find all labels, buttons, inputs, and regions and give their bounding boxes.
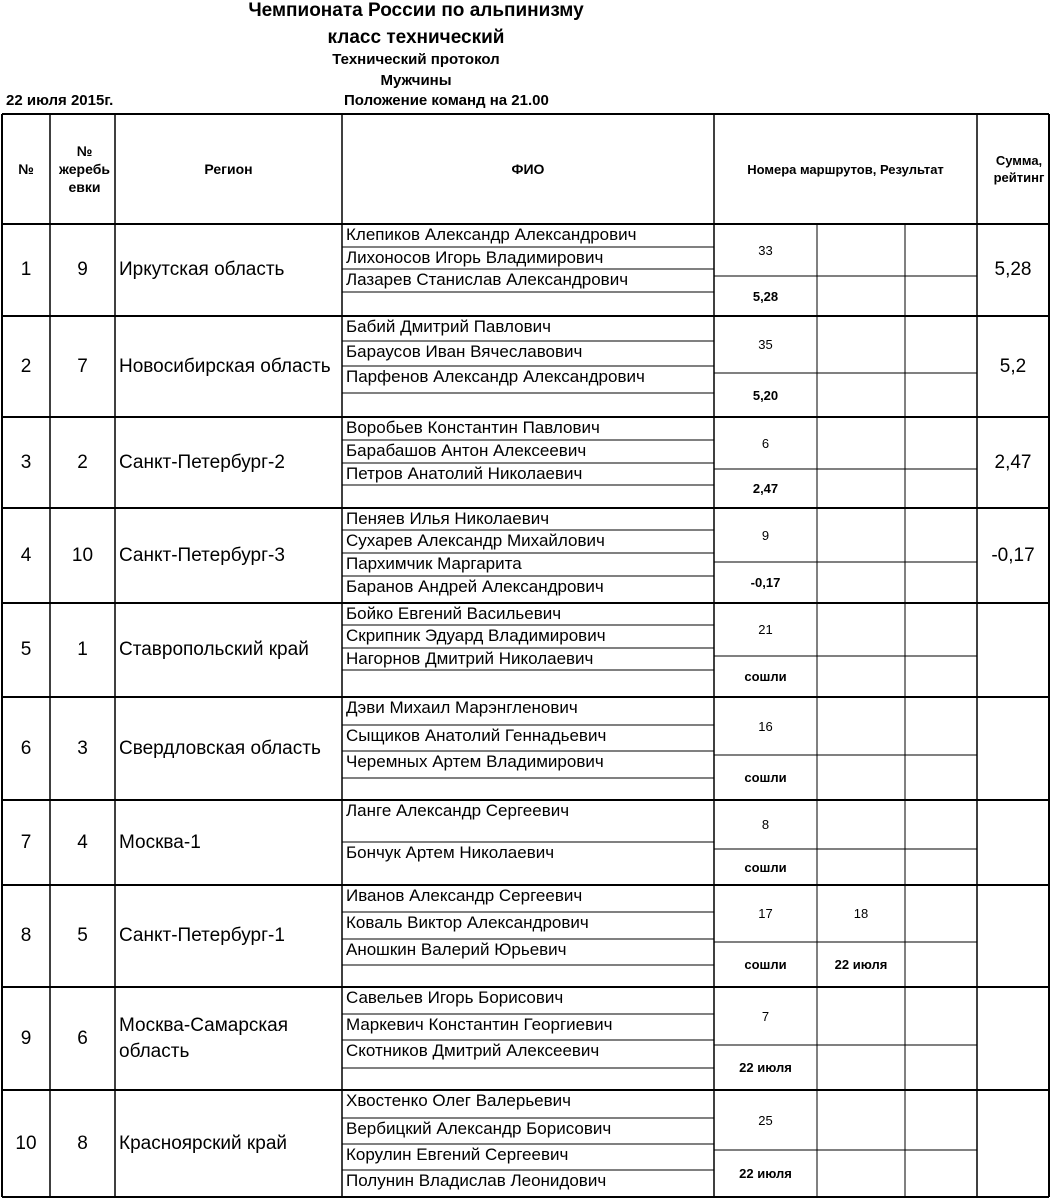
team-sum-rating: 5,2 [999, 355, 1027, 377]
column-header-region: Регион [204, 161, 253, 177]
route-result: 5,28 [752, 288, 779, 304]
route-number [817, 224, 905, 276]
team-sum-rating [977, 885, 1049, 987]
team-number: 4 [20, 544, 32, 566]
team-member: Скрипник Эдуард Владимирович [346, 626, 606, 645]
protocol-type: Технический протокол [332, 51, 500, 68]
team-draw-number: 9 [77, 259, 88, 280]
route-number: 21 [758, 622, 773, 637]
team-member: Аношкин Валерий Юрьевич [346, 940, 567, 959]
route-number [905, 885, 977, 942]
team-member: Лихоносов Игорь Владимирович [346, 248, 604, 267]
route-number [905, 987, 977, 1045]
team-number: 7 [20, 831, 32, 853]
team-number: 6 [20, 737, 32, 759]
route-result: сошли [744, 770, 787, 785]
route-result: 22 июля [739, 1060, 792, 1075]
route-number [905, 508, 977, 562]
route-result [905, 276, 977, 316]
route-result [817, 469, 905, 508]
team-member: Коваль Виктор Александрович [346, 913, 589, 932]
route-result [905, 562, 977, 603]
route-number [905, 224, 977, 276]
route-number [817, 417, 905, 469]
team-draw-number: 3 [77, 737, 88, 759]
route-result [817, 1150, 905, 1197]
team-member: Баранов Андрей Александрович [346, 577, 604, 596]
route-result: 2,47 [752, 481, 779, 496]
team-member: Иванов Александр Сергеевич [346, 886, 583, 905]
team-member: Савельев Игорь Борисович [346, 988, 564, 1007]
team-member: Вербицкий Александр Борисович [346, 1119, 612, 1138]
route-number [905, 1090, 977, 1150]
team-member: Дэви Михаил Марэнгленович [346, 698, 578, 717]
protocol-gender: Мужчины [380, 72, 452, 89]
team-draw-number: 5 [77, 925, 88, 946]
team-sum-rating: 5,28 [994, 259, 1032, 280]
team-member: Лазарев Станислав Александрович [346, 270, 629, 289]
route-number [817, 1090, 905, 1150]
route-result [905, 469, 977, 508]
column-header-routes: Номера маршрутов, Результат [747, 161, 944, 177]
route-number: 8 [761, 817, 770, 832]
team-draw-number: 7 [77, 355, 88, 377]
route-number: 35 [758, 337, 773, 352]
route-result [817, 373, 905, 417]
route-result: сошли [744, 859, 787, 875]
route-number [817, 508, 905, 562]
route-result: сошли [744, 669, 787, 684]
team-region: Свердловская область [119, 737, 321, 759]
team-number: 1 [20, 259, 32, 280]
team-member: Бойко Евгений Васильевич [346, 604, 562, 623]
team-member: Петров Анатолий Николаевич [346, 464, 583, 483]
team-member: Бараусов Иван Вячеславович [346, 342, 583, 361]
team-member: Сыщиков Анатолий Геннадьевич [346, 726, 607, 745]
route-number [905, 417, 977, 469]
protocol-class: класс технический [327, 27, 505, 48]
route-number: 7 [761, 1008, 770, 1024]
route-number [817, 800, 905, 849]
team-draw-number: 2 [77, 451, 88, 473]
route-number: 33 [758, 242, 773, 258]
team-draw-number: 1 [77, 639, 88, 660]
team-member: Хвостенко Олег Валерьевич [346, 1091, 572, 1110]
team-region: Иркутская область [119, 259, 285, 280]
team-member: Бончук Артем Николаевич [346, 843, 555, 862]
team-sum-rating [977, 987, 1049, 1090]
route-number: 25 [758, 1112, 773, 1128]
route-number [905, 603, 977, 656]
column-header-sum: Сумма, рейтинг [993, 153, 1045, 185]
route-result [817, 656, 905, 697]
team-member: Барабашов Антон Алексеевич [346, 441, 587, 460]
team-number: 5 [20, 639, 32, 660]
team-sum-rating [977, 800, 1049, 885]
team-member: Воробьев Константин Павлович [346, 418, 600, 437]
route-result: 22 июля [739, 1166, 792, 1181]
team-sum-rating [977, 1090, 1049, 1197]
team-member: Скотников Дмитрий Алексеевич [346, 1041, 600, 1060]
route-number [817, 316, 905, 373]
column-header-num: № [18, 161, 34, 177]
route-number [905, 697, 977, 755]
team-region: Москва-Самарская область [119, 1014, 288, 1062]
route-number [817, 603, 905, 656]
route-result: 5,20 [752, 387, 779, 403]
team-region: Санкт-Петербург-2 [119, 451, 285, 473]
team-member: Бабий Дмитрий Павлович [346, 317, 551, 336]
team-number: 8 [20, 925, 32, 946]
route-result [817, 562, 905, 603]
team-sum-rating [977, 697, 1049, 800]
team-region: Москва-1 [119, 831, 201, 853]
route-result [905, 656, 977, 697]
team-member: Ланге Александр Сергеевич [346, 801, 570, 820]
team-member: Корулин Евгений Сергеевич [346, 1145, 569, 1164]
route-result [817, 755, 905, 800]
route-number: 17 [758, 906, 773, 921]
route-result [817, 276, 905, 316]
route-number [817, 987, 905, 1045]
team-number: 2 [20, 355, 32, 377]
team-member: Черемных Артем Владимирович [346, 752, 604, 771]
route-result: сошли [744, 957, 787, 972]
column-header-fio: ФИО [511, 161, 545, 177]
route-result [905, 1045, 977, 1090]
route-number [817, 697, 905, 755]
route-number: 6 [761, 435, 770, 451]
team-region: Санкт-Петербург-3 [119, 544, 285, 566]
team-member: Нагорнов Дмитрий Николаевич [346, 649, 594, 668]
protocol-status: Положение команд на 21.00 [344, 92, 549, 109]
route-result [817, 849, 905, 885]
team-draw-number: 4 [77, 831, 88, 853]
protocol-date: 22 июля 2015г. [6, 92, 114, 109]
team-member: Клепиков Александр Александрович [346, 225, 637, 244]
team-number: 3 [20, 451, 32, 473]
team-region: Новосибирская область [119, 355, 331, 377]
team-member: Сухарев Александр Михайлович [346, 531, 605, 550]
route-number [905, 800, 977, 849]
route-number: 9 [761, 527, 770, 543]
team-member: Полунин Владислав Леонидович [346, 1171, 607, 1190]
team-number: 10 [15, 1132, 37, 1154]
protocol-title: Чемпионата России по альпинизму [248, 0, 584, 21]
team-draw-number: 6 [77, 1027, 88, 1049]
team-sum-rating [977, 603, 1049, 697]
route-result: -0,17 [750, 575, 781, 590]
team-draw-number: 8 [77, 1132, 88, 1154]
route-number: 18 [853, 906, 869, 921]
team-region: Красноярский край [119, 1132, 287, 1154]
route-result [905, 1150, 977, 1197]
route-result [905, 942, 977, 987]
team-draw-number: 10 [71, 544, 94, 566]
team-region: Санкт-Петербург-1 [119, 925, 285, 946]
route-number: 16 [758, 718, 773, 734]
route-result [905, 849, 977, 885]
team-sum-rating: -0,17 [991, 544, 1035, 566]
team-number: 9 [20, 1027, 32, 1049]
column-header-draw: № жеребь евки [59, 143, 110, 195]
team-member: Маркевич Константин Георгиевич [346, 1015, 613, 1034]
team-member: Пархимчик Маргарита [346, 554, 522, 573]
route-result: 22 июля [834, 957, 888, 972]
team-member: Пеняев Илья Николаевич [346, 509, 550, 528]
team-member: Парфенов Александр Александрович [346, 367, 645, 386]
team-region: Ставропольский край [119, 639, 309, 660]
route-number [905, 316, 977, 373]
route-result [905, 755, 977, 800]
team-sum-rating: 2,47 [994, 451, 1032, 473]
route-result [905, 373, 977, 417]
route-result [817, 1045, 905, 1090]
